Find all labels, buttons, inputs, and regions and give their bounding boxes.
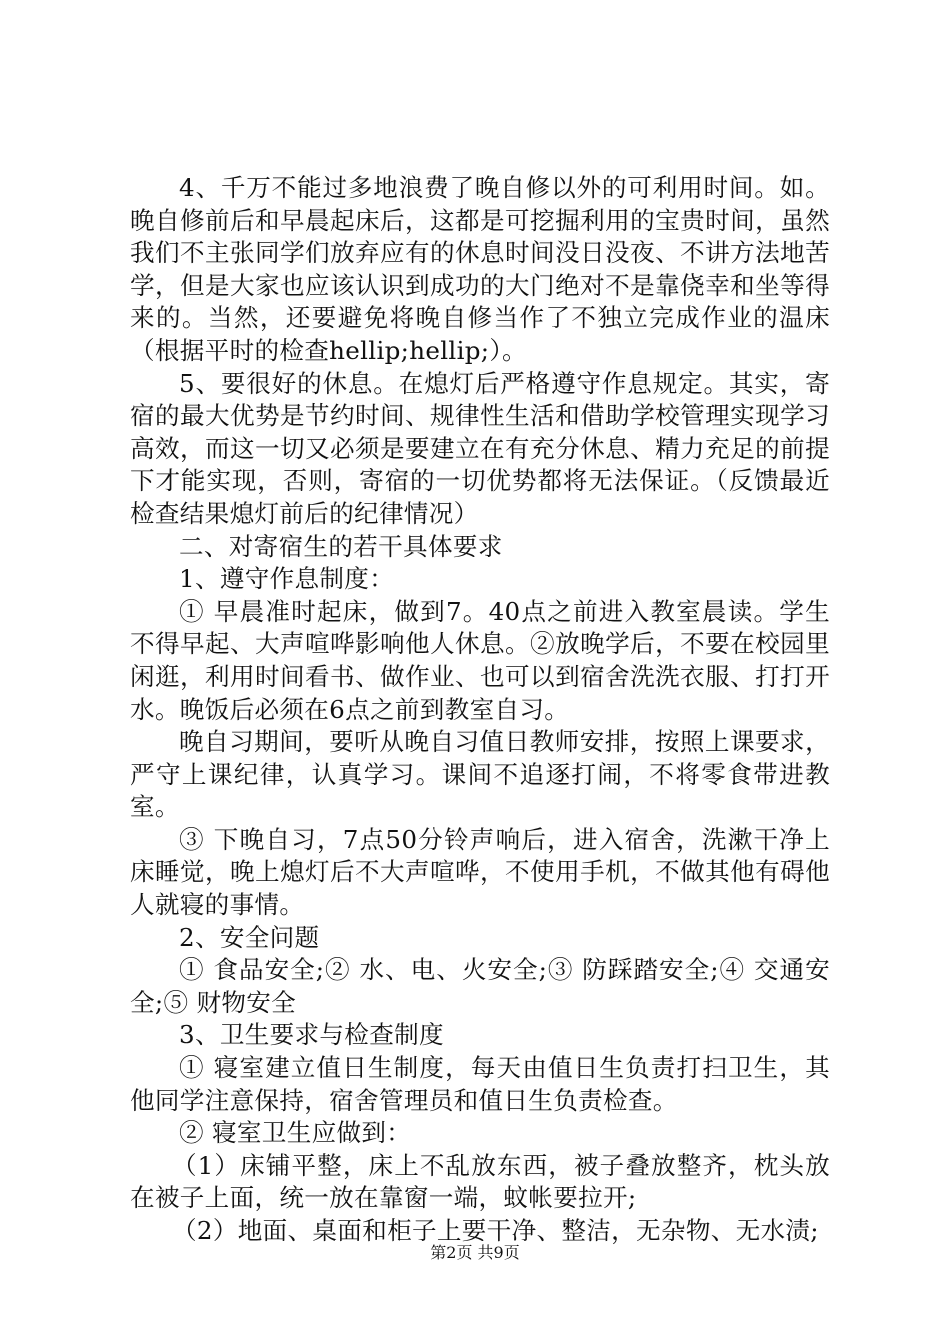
section-heading-requirements: 二、对寄宿生的若干具体要求 (179, 531, 503, 561)
page-number-footer: 第2页 共9页 (430, 1243, 520, 1262)
paragraph-hygiene-item-2: （2）地面、桌面和柜子上要干净、整洁，无杂物、无水渍; (172, 1216, 819, 1245)
paragraph-hygiene-2: ② 寝室卫生应做到： (179, 1118, 412, 1148)
paragraph-schedule-1: ① 早晨准时起床，做到7。40点之前进入教室晨读。学生不得早起、大声喧哗影响他人休息。②放晚学后，不要在校园里闲逛，利用时间看书、做作业、也可以到宿舍洗洗衣服、打打开水。晚饭后必须在6点之前到教室自习。 (130, 596, 830, 724)
paragraph-safety-list: ① 食品安全;② 水、电、火安全;③ 防踩踏安全;④ 交通安全;⑤ 财物安全 (130, 955, 830, 1017)
paragraph-evening-study: 晚自习期间，要听从晚自习值日教师安排，按照上课要求，严守上课纪律，认真学习。课间不追逐打闹，不将零食带进教室。 (130, 727, 830, 822)
paragraph-hygiene-item-1: （1）床铺平整，床上不乱放东西，被子叠放整齐，枕头放在被子上面，统一放在靠窗一端，蚊帐要拉开; (130, 1150, 830, 1213)
subheading-safety: 2、安全问题 (179, 922, 320, 952)
paragraph-hygiene-1: ① 寝室建立值日生制度，每天由值日生负责打扫卫生，其他同学注意保持，宿舍管理员和值日生负责检查。 (130, 1053, 830, 1115)
subheading-hygiene: 3、卫生要求与检查制度 (179, 1020, 444, 1050)
paragraph-schedule-3: ③ 下晚自习，7点50分铃声响后，进入宿舍，洗漱干净上床睡觉，晚上熄灯后不大声喧哗，不使用手机，不做其他有碍他人就寝的事情。 (130, 824, 830, 920)
paragraph-5: 5、要很好的休息。在熄灯后严格遵守作息规定。其实，寄宿的最大优势是节约时间、规律性生活和借助学校管理实现学习高效，而这一切又必须是要建立在有充分休息、精力充足的前提下才能实现，否则，寄宿的一切优势都将无法保证。（反馈最近检查结果熄灯前后的纪律情况） (130, 368, 830, 528)
subheading-schedule: 1、遵守作息制度： (179, 564, 395, 594)
paragraph-4: 4、千万不能过多地浪费了晚自修以外的可利用时间。如。晚自修前后和早晨起床后，这都是可挖掘利用的宝贵时间，虽然我们不主张同学们放弃应有的休息时间没日没夜、不讲方法地苦学，但是大家也应该认识到成功的大门绝对不是靠侥幸和坐等得来的。当然，还要避免将晚自修当作了不独立完成作业的温床（根据平时的检查hellip;hellip;）。 (130, 173, 830, 365)
document-body (130, 172, 830, 1248)
